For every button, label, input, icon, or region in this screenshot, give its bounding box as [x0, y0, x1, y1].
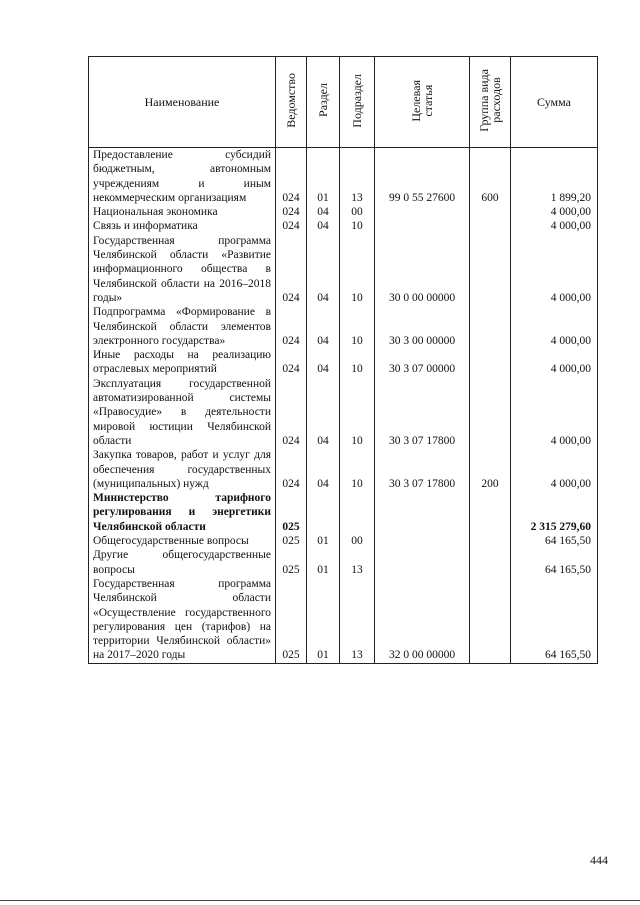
row-section: 04 — [307, 234, 340, 305]
row-department: 024 — [276, 448, 307, 491]
row-section: 01 — [307, 534, 340, 548]
row-target-article: 30 3 00 00000 — [375, 305, 470, 348]
row-name: Национальная экономика — [89, 205, 276, 219]
row-section: 04 — [307, 219, 340, 233]
row-subsection — [340, 491, 375, 534]
row-target-article — [375, 548, 470, 577]
row-department: 025 — [276, 577, 307, 663]
row-subsection: 00 — [340, 534, 375, 548]
row-subsection: 00 — [340, 205, 375, 219]
row-target-article: 30 3 07 17800 — [375, 377, 470, 448]
row-department: 024 — [276, 234, 307, 305]
row-expense-group — [470, 305, 511, 348]
header-section: Раздел — [307, 57, 340, 148]
header-subsection: Подраздел — [340, 57, 375, 148]
row-section: 04 — [307, 205, 340, 219]
row-target-article: 32 0 00 00000 — [375, 577, 470, 663]
row-section: 01 — [307, 148, 340, 206]
header-department: Ведомство — [276, 57, 307, 148]
table-row — [89, 448, 598, 491]
header-name: Наименование — [89, 57, 276, 148]
row-department: 024 — [276, 377, 307, 448]
table-row — [89, 305, 598, 348]
row-name: Подпрограмма «Формирование в Челябинской области элементов электронного государства» — [89, 305, 276, 348]
row-subsection: 10 — [340, 448, 375, 491]
table-row — [89, 377, 598, 448]
row-name: Связь и информатика — [89, 219, 276, 233]
row-target-article: 99 0 55 27600 — [375, 148, 470, 206]
row-subsection: 13 — [340, 548, 375, 577]
header-target-article: Целевая статья — [375, 57, 470, 148]
row-section: 04 — [307, 305, 340, 348]
row-expense-group — [470, 548, 511, 577]
row-department: 025 — [276, 491, 307, 534]
row-subsection: 10 — [340, 219, 375, 233]
table-row — [89, 234, 598, 305]
row-expense-group — [470, 577, 511, 663]
row-expense-group — [470, 219, 511, 233]
row-target-article — [375, 491, 470, 534]
table-row — [89, 491, 598, 534]
row-section: 01 — [307, 577, 340, 663]
row-sum: 4 000,00 — [511, 377, 598, 448]
row-subsection: 10 — [340, 234, 375, 305]
row-department: 024 — [276, 219, 307, 233]
row-sum: 2 315 279,60 — [511, 491, 598, 534]
row-section: 01 — [307, 548, 340, 577]
page-number: 444 — [590, 853, 608, 867]
row-name: Эксплуатация государственной автоматизированной системы «Правосудие» в деятельности мировой юстиции Челябинской области — [89, 377, 276, 448]
row-target-article — [375, 205, 470, 219]
table-row — [89, 534, 598, 548]
row-name: Предоставление субсидий бюджетным, автономным учреждениям и иным некоммерческим организациям — [89, 148, 276, 206]
table-row — [89, 205, 598, 219]
row-expense-group — [470, 377, 511, 448]
row-expense-group: 200 — [470, 448, 511, 491]
row-department: 024 — [276, 205, 307, 219]
row-expense-group: 600 — [470, 148, 511, 206]
row-department: 025 — [276, 548, 307, 577]
row-sum: 4 000,00 — [511, 448, 598, 491]
table-body — [89, 148, 598, 664]
row-sum: 4 000,00 — [511, 234, 598, 305]
row-target-article: 30 3 07 00000 — [375, 348, 470, 377]
row-sum: 64 165,50 — [511, 534, 598, 548]
row-department: 024 — [276, 348, 307, 377]
row-subsection: 10 — [340, 377, 375, 448]
row-name: Государственная программа Челябинской области «Осуществление государственного регулирования цен (тарифов) на территории Челябинской области» на 2017–2020 годы — [89, 577, 276, 663]
row-name: Министерство тарифного регулирования и энергетики Челябинской области — [89, 491, 276, 534]
row-target-article: 30 0 00 00000 — [375, 234, 470, 305]
header-expense-group: Группа вида расходов — [470, 57, 511, 148]
budget-table — [88, 56, 598, 664]
row-target-article: 30 3 07 17800 — [375, 448, 470, 491]
row-expense-group — [470, 348, 511, 377]
table-row — [89, 148, 598, 206]
row-sum: 64 165,50 — [511, 577, 598, 663]
row-section: 04 — [307, 448, 340, 491]
row-sum: 4 000,00 — [511, 205, 598, 219]
row-expense-group — [470, 491, 511, 534]
row-department: 024 — [276, 305, 307, 348]
scan-edge-line — [0, 900, 640, 901]
row-subsection: 10 — [340, 305, 375, 348]
table-row — [89, 348, 598, 377]
row-sum: 4 000,00 — [511, 348, 598, 377]
row-section — [307, 491, 340, 534]
row-department: 024 — [276, 148, 307, 206]
table-row — [89, 548, 598, 577]
row-subsection: 10 — [340, 348, 375, 377]
row-section: 04 — [307, 348, 340, 377]
row-sum: 1 899,20 — [511, 148, 598, 206]
row-target-article — [375, 219, 470, 233]
table-header-row — [89, 57, 598, 148]
row-name: Другие общегосударственные вопросы — [89, 548, 276, 577]
row-target-article — [375, 534, 470, 548]
row-name: Иные расходы на реализацию отраслевых мероприятий — [89, 348, 276, 377]
table-row — [89, 219, 598, 233]
row-expense-group — [470, 205, 511, 219]
row-sum: 64 165,50 — [511, 548, 598, 577]
row-name: Государственная программа Челябинской области «Развитие информационного общества в Челябинской области на 2016–2018 годы» — [89, 234, 276, 305]
row-name: Общегосударственные вопросы — [89, 534, 276, 548]
row-section: 04 — [307, 377, 340, 448]
header-sum: Сумма — [511, 57, 598, 148]
row-subsection: 13 — [340, 577, 375, 663]
row-name: Закупка товаров, работ и услуг для обеспечения государственных (муниципальных) нужд — [89, 448, 276, 491]
row-department: 025 — [276, 534, 307, 548]
row-subsection: 13 — [340, 148, 375, 206]
row-expense-group — [470, 534, 511, 548]
row-sum: 4 000,00 — [511, 305, 598, 348]
table-row — [89, 577, 598, 663]
row-sum: 4 000,00 — [511, 219, 598, 233]
row-expense-group — [470, 234, 511, 305]
